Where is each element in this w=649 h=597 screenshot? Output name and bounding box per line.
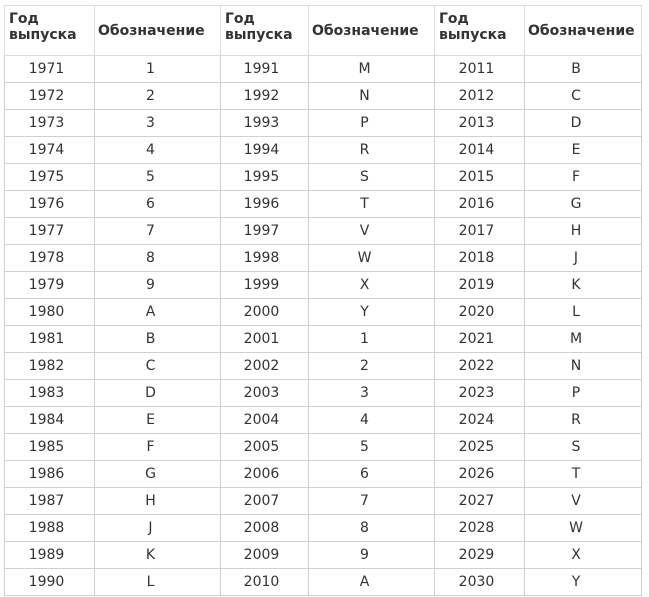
table-row	[5, 164, 642, 191]
header-year-3: Год выпуска	[435, 6, 525, 56]
year-cell: 2020	[435, 299, 525, 326]
code-cell: 9	[309, 542, 435, 569]
table-header-row	[5, 6, 642, 56]
code-cell: Y	[309, 299, 435, 326]
code-cell: 7	[309, 488, 435, 515]
code-cell: 3	[309, 380, 435, 407]
code-cell: S	[525, 434, 642, 461]
code-cell: X	[309, 272, 435, 299]
code-cell: E	[95, 407, 221, 434]
code-cell: 4	[309, 407, 435, 434]
year-cell: 2021	[435, 326, 525, 353]
code-cell: 6	[95, 191, 221, 218]
code-cell: 5	[309, 434, 435, 461]
code-cell: G	[95, 461, 221, 488]
code-cell: M	[525, 326, 642, 353]
table-row	[5, 569, 642, 596]
code-cell: K	[525, 272, 642, 299]
code-cell: 2	[309, 353, 435, 380]
table-row	[5, 56, 642, 83]
code-cell: T	[525, 461, 642, 488]
year-cell: 1999	[221, 272, 309, 299]
code-cell: Y	[525, 569, 642, 596]
year-cell: 1975	[5, 164, 95, 191]
table-row	[5, 407, 642, 434]
code-cell: V	[309, 218, 435, 245]
code-cell: V	[525, 488, 642, 515]
year-cell: 2013	[435, 110, 525, 137]
code-cell: R	[309, 137, 435, 164]
year-cell: 2026	[435, 461, 525, 488]
code-cell: D	[525, 110, 642, 137]
header-year-1: Год выпуска	[5, 6, 95, 56]
year-cell: 1984	[5, 407, 95, 434]
code-cell: H	[95, 488, 221, 515]
year-cell: 1980	[5, 299, 95, 326]
year-cell: 2030	[435, 569, 525, 596]
year-cell: 2009	[221, 542, 309, 569]
year-cell: 1992	[221, 83, 309, 110]
year-cell: 2028	[435, 515, 525, 542]
code-cell: R	[525, 407, 642, 434]
code-cell: D	[95, 380, 221, 407]
code-cell: 5	[95, 164, 221, 191]
code-cell: S	[309, 164, 435, 191]
year-cell: 2005	[221, 434, 309, 461]
year-cell: 2015	[435, 164, 525, 191]
table-row	[5, 110, 642, 137]
code-cell: M	[309, 56, 435, 83]
year-cell: 2022	[435, 353, 525, 380]
year-cell: 2008	[221, 515, 309, 542]
code-cell: 4	[95, 137, 221, 164]
table-row	[5, 245, 642, 272]
year-cell: 1983	[5, 380, 95, 407]
year-cell: 1988	[5, 515, 95, 542]
year-cell: 2024	[435, 407, 525, 434]
code-cell: P	[309, 110, 435, 137]
code-cell: W	[525, 515, 642, 542]
code-cell: N	[525, 353, 642, 380]
table-row	[5, 137, 642, 164]
year-cell: 1989	[5, 542, 95, 569]
year-cell: 1990	[5, 569, 95, 596]
year-cell: 1982	[5, 353, 95, 380]
year-cell: 1973	[5, 110, 95, 137]
code-cell: 2	[95, 83, 221, 110]
code-cell: J	[525, 245, 642, 272]
year-cell: 2011	[435, 56, 525, 83]
code-cell: 9	[95, 272, 221, 299]
code-cell: 1	[309, 326, 435, 353]
code-cell: L	[95, 569, 221, 596]
year-cell: 1986	[5, 461, 95, 488]
header-designation-1: Обозначение	[95, 6, 221, 56]
year-cell: 1978	[5, 245, 95, 272]
table-row	[5, 353, 642, 380]
year-cell: 1981	[5, 326, 95, 353]
code-cell: F	[525, 164, 642, 191]
code-cell: E	[525, 137, 642, 164]
year-cell: 2012	[435, 83, 525, 110]
year-cell: 2004	[221, 407, 309, 434]
code-cell: W	[309, 245, 435, 272]
header-designation-2: Обозначение	[309, 6, 435, 56]
code-cell: L	[525, 299, 642, 326]
table-row	[5, 272, 642, 299]
table-row	[5, 218, 642, 245]
year-cell: 1995	[221, 164, 309, 191]
code-cell: F	[95, 434, 221, 461]
table-row	[5, 488, 642, 515]
year-cell: 1994	[221, 137, 309, 164]
code-cell: J	[95, 515, 221, 542]
table-row	[5, 515, 642, 542]
year-cell: 1985	[5, 434, 95, 461]
year-cell: 2027	[435, 488, 525, 515]
table-row	[5, 434, 642, 461]
year-cell: 2000	[221, 299, 309, 326]
year-cell: 1972	[5, 83, 95, 110]
table-row	[5, 542, 642, 569]
code-cell: K	[95, 542, 221, 569]
table-row	[5, 299, 642, 326]
table-row	[5, 191, 642, 218]
code-cell: 8	[95, 245, 221, 272]
code-cell: B	[95, 326, 221, 353]
header-year-2: Год выпуска	[221, 6, 309, 56]
year-cell: 2016	[435, 191, 525, 218]
year-cell: 2003	[221, 380, 309, 407]
code-cell: 6	[309, 461, 435, 488]
table-row	[5, 326, 642, 353]
year-cell: 2025	[435, 434, 525, 461]
year-cell: 2023	[435, 380, 525, 407]
code-cell: P	[525, 380, 642, 407]
vin-year-code-table	[4, 5, 642, 596]
code-cell: A	[309, 569, 435, 596]
code-cell: 1	[95, 56, 221, 83]
table-body	[5, 56, 642, 596]
year-cell: 2006	[221, 461, 309, 488]
code-cell: C	[525, 83, 642, 110]
year-cell: 2002	[221, 353, 309, 380]
code-cell: 7	[95, 218, 221, 245]
code-cell: N	[309, 83, 435, 110]
year-cell: 1979	[5, 272, 95, 299]
year-cell: 1976	[5, 191, 95, 218]
year-cell: 1997	[221, 218, 309, 245]
year-cell: 1974	[5, 137, 95, 164]
year-cell: 2029	[435, 542, 525, 569]
year-cell: 2010	[221, 569, 309, 596]
year-cell: 2019	[435, 272, 525, 299]
code-cell: G	[525, 191, 642, 218]
year-cell: 1996	[221, 191, 309, 218]
header-designation-3: Обозначение	[525, 6, 642, 56]
year-cell: 1991	[221, 56, 309, 83]
code-cell: C	[95, 353, 221, 380]
year-cell: 1971	[5, 56, 95, 83]
year-cell: 2014	[435, 137, 525, 164]
table-row	[5, 380, 642, 407]
year-cell: 2007	[221, 488, 309, 515]
table-row	[5, 461, 642, 488]
code-cell: X	[525, 542, 642, 569]
year-cell: 1987	[5, 488, 95, 515]
code-cell: A	[95, 299, 221, 326]
code-cell: B	[525, 56, 642, 83]
table-row	[5, 83, 642, 110]
code-cell: 8	[309, 515, 435, 542]
year-cell: 1993	[221, 110, 309, 137]
code-cell: 3	[95, 110, 221, 137]
code-cell: H	[525, 218, 642, 245]
code-cell: T	[309, 191, 435, 218]
year-cell: 2017	[435, 218, 525, 245]
year-cell: 1977	[5, 218, 95, 245]
year-cell: 1998	[221, 245, 309, 272]
year-cell: 2018	[435, 245, 525, 272]
year-cell: 2001	[221, 326, 309, 353]
